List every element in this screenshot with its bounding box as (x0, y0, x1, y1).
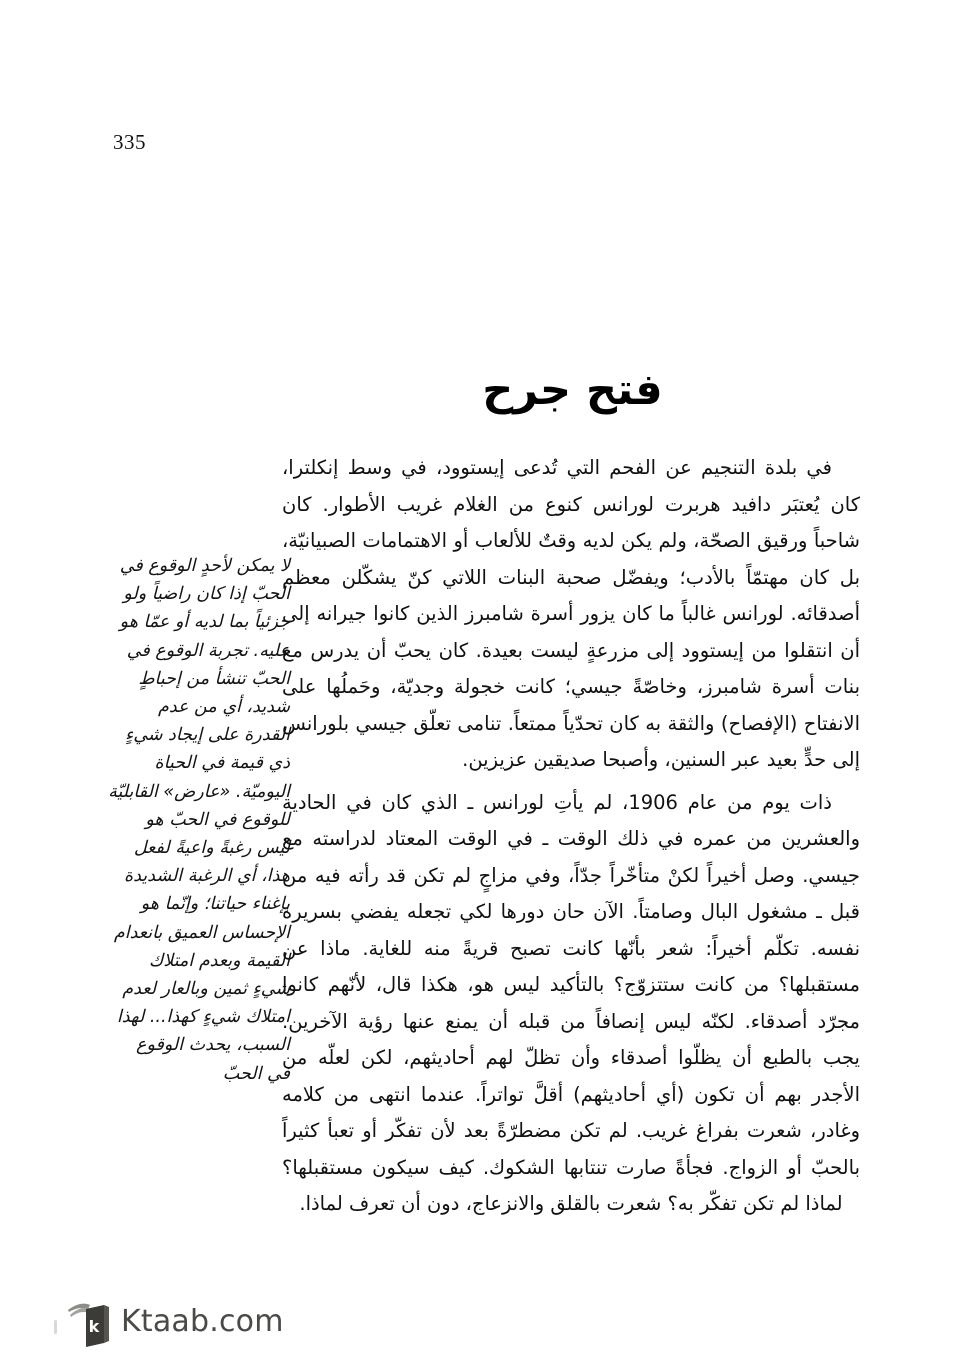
pullquote-text: لا يمكن لأحدٍ الوقوع في الحبّ إذا كان راضياً ولو جزئياً بما لديه أو عمّا هو عليه. تجربة الوقوع في الحبّ تنشأ من إحباطٍ شديد، أي من عدم القدرة على إيجاد شيءٍ ذي قيمة في الحياة اليوميّة. «عارض» القابليّة للوقوع في الحبّ هو ليس رغبةً واعيةً لفعل هذا، أي الرغبة الشديدة بإغناء حياتنا؛ وإنّما هو الإحساس العميق بانعدام القيمة وبعدم امتلاك شيءٍ ثمين وبالعار لعدم امتلاك شيءٍ كهذا... لهذا السبب، يحدث الوقوع في الحبّ (108, 556, 290, 1084)
body-text-column (282, 450, 860, 1229)
svg-text:k: k (88, 1317, 100, 1336)
margin-pullquote (108, 552, 290, 1088)
chapter-title: فتح جرح (482, 364, 663, 415)
body-paragraph: في بلدة التنجيم عن الفحم التي تُدعى إيستوود، في وسط إنكلترا، كان يُعتبَر دافيد هربرت لورانس كنوع من الغلام غريب الأطوار. كان شاحباً ورقيق الصحّة، ولم يكن لديه وقتٌ للألعاب أو الاهتمامات الصبيانيّة، بل كان مهتمّاً بالأدب؛ ويفضّل صحبة البنات اللاتي كنّ يشكّلن معظم أصدقائه. لورانس غالباً ما كان يزور أسرة شامبرز الذين كانوا جيرانه إلى أن انتقلوا من إيستوود إلى مزرعةٍ ليست بعيدة. كان يحبّ أن يدرس مع بنات أسرة شامبرز، وخاصّةً جيسي؛ كانت خجولة وجديّة، وحَملُها على الانفتاح (الإفصاح) والثقة به كان تحدّياً ممتعاً. تنامى تعلّق جيسي بلورانس إلى حدٍّ بعيد عبر السنين، وأصبحا صديقين عزيزين. (282, 456, 860, 771)
scan-artifact (54, 1320, 57, 1334)
watermark-label: Ktaab.com (121, 1304, 284, 1339)
site-watermark (66, 1296, 284, 1348)
open-book-icon (66, 1296, 112, 1348)
body-paragraph: ذات يوم من عام 1906، لم يأتِ لورانس ـ الذي كان في الحادية والعشرين من عمره في ذلك الوقت ـ في الوقت المعتاد لدراسته مع جيسي. وصل أخيراً لكنْ متأخّراً جدّاً، وفي مزاجٍ لم تكن قد رأته فيه من قبل ـ مشغول البال وصامتاً. الآن حان دورها لكي تجعله يفضي بسريرة نفسه. تكلّم أخيراً: شعر بأنّها كانت تصبح قريةً منه للغاية. ماذا عن مستقبلها؟ من كانت ستتزوّج؟ بالتأكيد ليس هو، هكذا قال، لأنّهم كانوا مجرّد أصدقاء. لكنّه ليس إنصافاً من قبله أن يمنع عنها رؤية الآخرين. يجب بالطبع أن يظلّوا أصدقاء وأن تظلّ لهم أحاديثهم، لكن لعلّه من الأجدر بهم أن تكون (أي أحاديثهم) أقلَّ تواتراً. عندما انتهى من كلامه وغادر، شعرت بفراغ غريب. لم تكن مضطرّةً بعد لأن تفكّر أو تعبأ كثيراً بالحبّ أو الزواج. فجأةً صارت تنتابها الشكوك. كيف سيكون مستقبلها؟ لماذا لم تكن تفكّر به؟ شعرت بالقلق والانزعاج، دون أن تعرف لماذا. (282, 790, 860, 1215)
page-number: 335 (113, 130, 146, 154)
